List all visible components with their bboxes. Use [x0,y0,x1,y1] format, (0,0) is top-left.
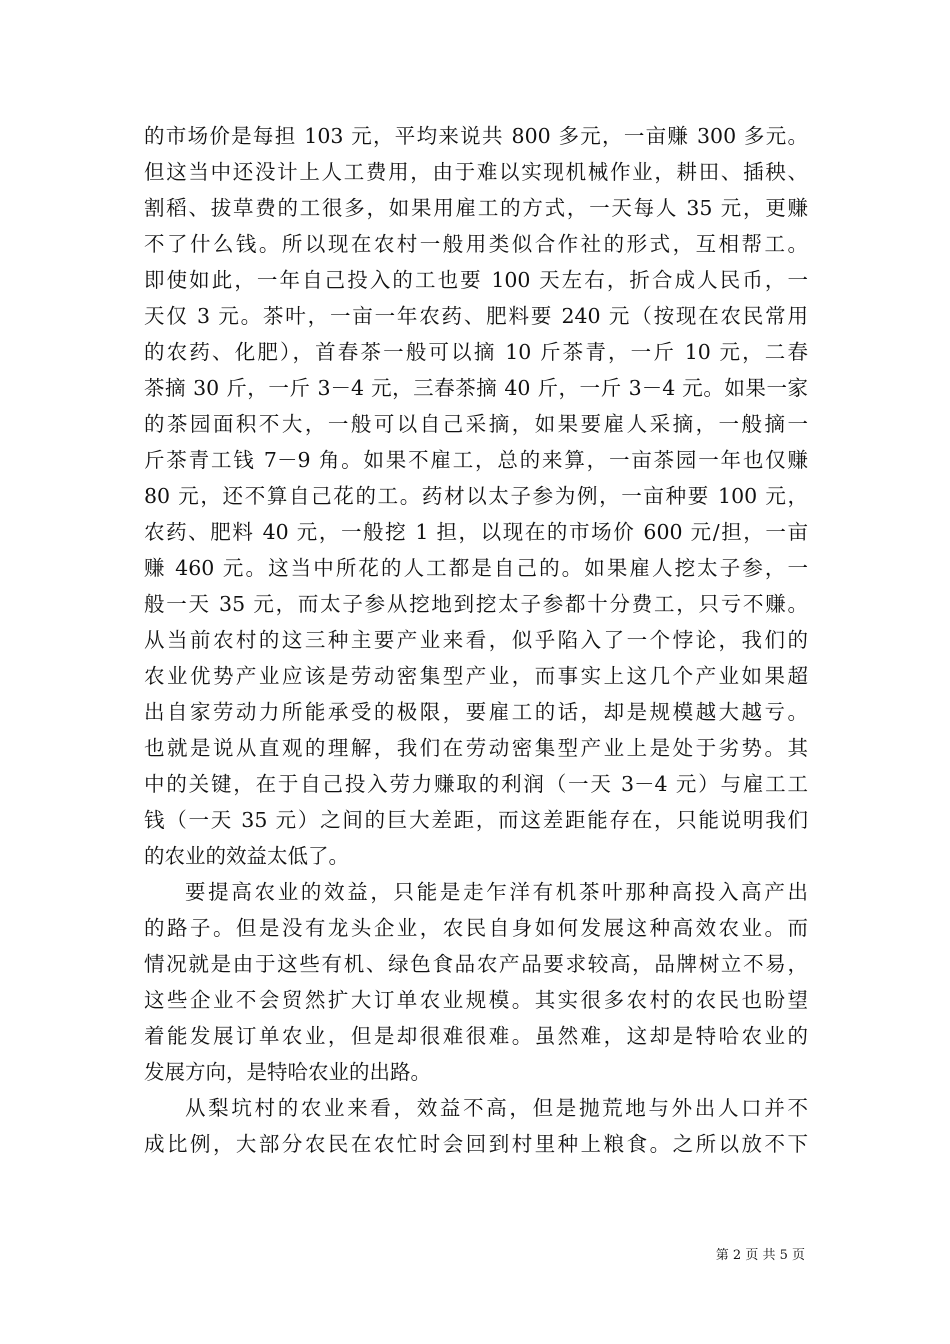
text-line: 80 元，还不算自己花的工。药材以太子参为例，一亩种要 100 元， [144,484,808,508]
text-line: 不了什么钱。所以现在农村一般用类似合作社的形式，互相帮工。 [144,232,808,256]
text-line: 农药、肥料 40 元，一般挖 1 担，以现在的市场价 600 元/担，一亩 [144,520,808,544]
text-line: 发展方向，是特哈农业的出路。 [144,1060,431,1084]
text-line: 天仅 3 元。茶叶，一亩一年农药、肥料要 240 元（按现在农民常用 [144,304,808,328]
text-line: 从梨坑村的农业来看，效益不高，但是抛荒地与外出人口并不 [185,1096,808,1120]
text-line: 的农业的效益太低了。 [144,844,349,868]
text-line: 般一天 35 元，而太子参从挖地到挖太子参都十分费工，只亏不赚。 [144,592,808,616]
page-number-footer: 第 2 页 共 5 页 [715,1248,805,1263]
text-line: 的农药、化肥），首春茶一般可以摘 10 斤茶青，一斤 10 元，二春 [144,340,808,364]
text-line: 中的关键，在于自己投入劳力赚取的利润（一天 3－4 元）与雇工工 [144,772,808,796]
text-line: 着能发展订单农业，但是却很难很难。虽然难，这却是特哈农业的 [144,1024,808,1048]
text-line: 农业优势产业应该是劳动密集型产业，而事实上这几个产业如果超 [144,664,808,688]
text-line: 即使如此，一年自己投入的工也要 100 天左右，折合成人民币，一 [144,268,808,292]
text-line: 成比例，大部分农民在农忙时会回到村里种上粮食。之所以放不下 [144,1132,808,1156]
text-line: 也就是说从直观的理解，我们在劳动密集型产业上是处于劣势。其 [144,736,808,760]
text-line: 这些企业不会贸然扩大订单农业规模。其实很多农村的农民也盼望 [144,988,808,1012]
text-line: 的路子。但是没有龙头企业，农民自身如何发展这种高效农业。而 [144,916,808,940]
text-line: 的市场价是每担 103 元，平均来说共 800 多元，一亩赚 300 多元。 [144,124,808,148]
text-line: 的茶园面积不大，一般可以自己采摘，如果要雇人采摘，一般摘一 [144,412,808,436]
text-line: 茶摘 30 斤，一斤 3－4 元，三春茶摘 40 斤，一斤 3－4 元。如果一家 [144,376,808,400]
text-line: 情况就是由于这些有机、绿色食品农产品要求较高，品牌树立不易， [144,952,808,976]
text-line: 钱（一天 35 元）之间的巨大差距，而这差距能存在，只能说明我们 [144,808,808,832]
text-line: 斤茶青工钱 7－9 角。如果不雇工，总的来算，一亩茶园一年也仅赚 [144,448,808,472]
text-line: 赚 460 元。这当中所花的人工都是自己的。如果雇人挖太子参，一 [144,556,808,580]
text-line: 从当前农村的这三种主要产业来看，似乎陷入了一个悖论，我们的 [144,628,808,652]
text-line: 出自家劳动力所能承受的极限，要雇工的话，却是规模越大越亏。 [144,700,808,724]
text-line: 要提高农业的效益，只能是走乍洋有机茶叶那种高投入高产出 [185,880,808,904]
text-line: 但这当中还没计上人工费用，由于难以实现机械作业，耕田、插秧、 [144,160,808,184]
body-text [144,118,808,1162]
text-line: 割稻、拔草费的工很多，如果用雇工的方式，一天每人 35 元，更赚 [144,196,808,220]
